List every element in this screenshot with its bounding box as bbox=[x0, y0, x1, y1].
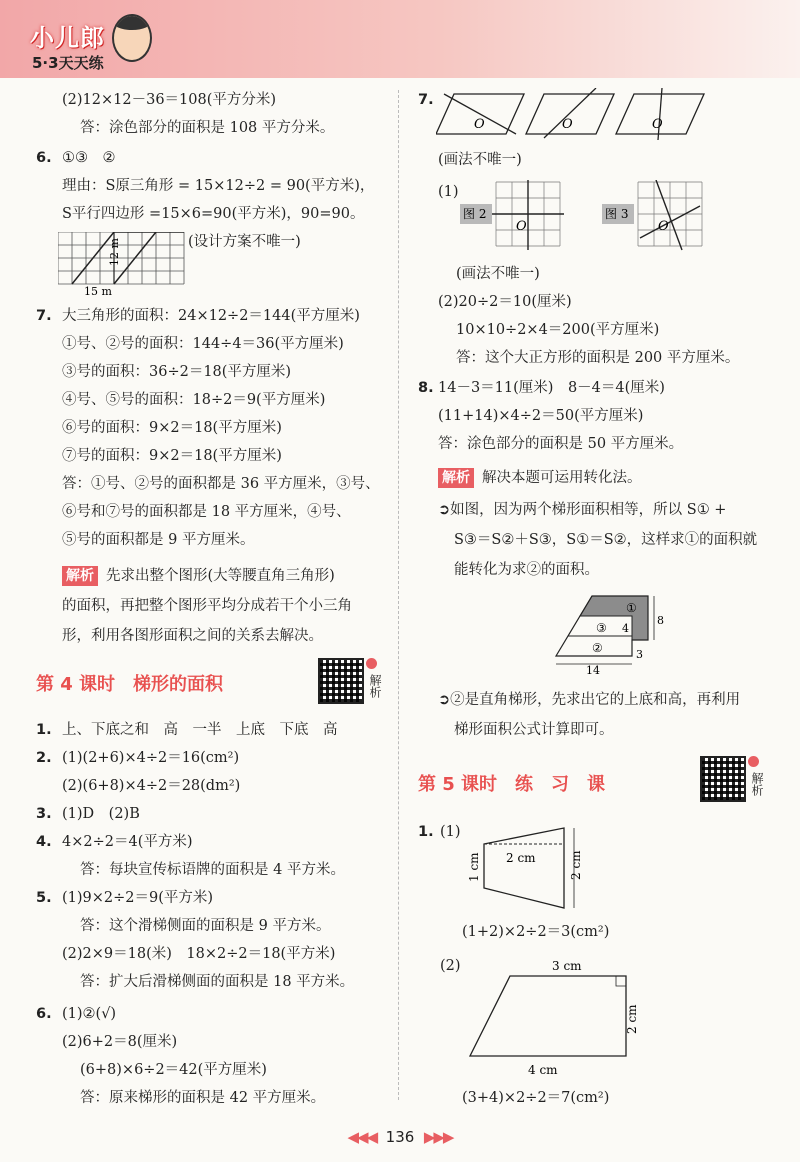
left-analysis-3: 形，利用各图形面积之间的关系去解决。 bbox=[62, 628, 323, 644]
q7-line-6: ⑦号的面积：9×2＝18(平方厘米) bbox=[62, 448, 282, 464]
r-trapezoid-figure bbox=[552, 592, 672, 676]
r-line-2: 10×10÷2×4＝200(平方厘米) bbox=[456, 322, 660, 338]
play-icon-2 bbox=[748, 756, 759, 767]
s4-q2b: (2)(6+8)×4÷2＝28(dm²) bbox=[62, 778, 241, 794]
s4-q4b: 答：每块宣传标语牌的面积是 4 平方米。 bbox=[80, 862, 345, 878]
qr-code-icon-2[interactable] bbox=[700, 756, 746, 802]
s4-q6b: (2)6+2＝8(厘米) bbox=[62, 1034, 178, 1050]
q6-grid-figure bbox=[58, 232, 188, 296]
q7-line-5: ⑥号的面积：9×2＝18(平方厘米) bbox=[62, 420, 282, 436]
p1-trapezoid-1 bbox=[460, 824, 590, 916]
s4-q3-number: 3. bbox=[36, 806, 52, 822]
fig-2-label: 图 2 bbox=[463, 207, 487, 221]
fig-n14: 14 bbox=[586, 664, 600, 676]
q6-reason-2: S平行四边形 =15×6=90(平方米)，90=90。 bbox=[62, 206, 365, 222]
left-l2: 答：涂色部分的面积是 108 平方分米。 bbox=[80, 120, 335, 136]
s4-q4: 4×2÷2＝4(平方米) bbox=[62, 834, 193, 850]
fig-n8: 8 bbox=[657, 614, 664, 627]
mascot-icon bbox=[112, 14, 152, 62]
t2-top: 3 cm bbox=[552, 959, 582, 973]
t2-side: 2 cm bbox=[625, 1004, 639, 1034]
s4-q1: 上、下底之和 高 一半 上底 下底 高 bbox=[62, 722, 338, 738]
p1-part-a: (1) bbox=[440, 824, 461, 840]
r-q8-number: 8. bbox=[418, 380, 434, 396]
s4-q5b: 答：这个滑梯侧面的面积是 9 平方米。 bbox=[80, 918, 331, 934]
s4-q5-number: 5. bbox=[36, 890, 52, 906]
play-icon bbox=[366, 658, 377, 669]
qr-label-2: 解析 bbox=[750, 772, 764, 796]
s4-q5d: 答：扩大后滑梯侧面的面积是 18 平方米。 bbox=[80, 974, 355, 990]
section-4-title: 第 4 课时 梯形的面积 bbox=[36, 674, 224, 695]
fig-c2: ② bbox=[592, 641, 603, 655]
r-note-2: (画法不唯一) bbox=[456, 266, 540, 282]
o-label-1: O bbox=[474, 117, 485, 132]
s4-q3: (1)D (2)B bbox=[62, 806, 140, 822]
q7-line-8: ⑥号和⑦号的面积都是 18 平方厘米，④号、 bbox=[62, 504, 351, 520]
t1-w: 2 cm bbox=[506, 851, 536, 865]
t2-bottom: 4 cm bbox=[528, 1063, 558, 1077]
q7-number: 7. bbox=[36, 308, 52, 324]
p1-calc: (1+2)×2÷2＝3(cm²) bbox=[462, 924, 610, 940]
r-line-5: (11+14)×4÷2＝50(平方厘米) bbox=[438, 408, 644, 424]
q7-line-1: 大三角形的面积：24×12÷2＝144(平方厘米) bbox=[62, 308, 360, 324]
page-header bbox=[0, 0, 800, 78]
left-l1: (2)12×12－36＝108(平方分米) bbox=[62, 92, 277, 108]
q6-fig-width: 15 m bbox=[84, 285, 112, 296]
section-5-title: 第 5 课时 练 习 课 bbox=[418, 774, 606, 795]
logo-name: 小儿郎 bbox=[30, 24, 105, 52]
r-analysis-tag: 解析 bbox=[438, 468, 474, 488]
fig-3-label: 图 3 bbox=[605, 207, 629, 221]
fig-c3: ③ bbox=[596, 621, 607, 635]
qr-label: 解析 bbox=[368, 674, 382, 698]
page-footer bbox=[0, 1128, 800, 1146]
q6-fig-height: 12 m bbox=[108, 238, 121, 266]
t1-h1: 1 cm bbox=[467, 852, 481, 882]
analysis-tag: 解析 bbox=[62, 566, 98, 586]
q7-line-9: ⑤号的面积都是 9 平方厘米。 bbox=[62, 532, 255, 548]
r-analysis-5: 梯形面积公式计算即可。 bbox=[454, 722, 614, 738]
p2-calc: (3+4)×2÷2＝7(cm²) bbox=[462, 1090, 610, 1106]
s4-q6a: (1)②(√) bbox=[62, 1006, 117, 1022]
fig-n3: 3 bbox=[636, 648, 643, 661]
r-q7-number: 7. bbox=[418, 92, 434, 108]
fig-c1: ① bbox=[626, 601, 637, 615]
left-analysis-1: 解析 先求出整个图形(大等腰直角三角形) bbox=[62, 566, 335, 586]
fig-n4: 4 bbox=[622, 622, 629, 635]
r-analysis-1: ➲如图，因为两个梯形面积相等，所以 S① + bbox=[438, 502, 727, 518]
s4-q6-number: 6. bbox=[36, 1006, 52, 1022]
r-analysis-0: 解析 解决本题可运用转化法。 bbox=[438, 468, 642, 488]
qr-code-icon[interactable] bbox=[318, 658, 364, 704]
r-line-6: 答：涂色部分的面积是 50 平方厘米。 bbox=[438, 436, 684, 452]
s4-q4-number: 4. bbox=[36, 834, 52, 850]
p1-number: 1. bbox=[418, 824, 434, 840]
logo-series: 5·3天天练 bbox=[32, 54, 104, 72]
q7-line-7: 答：①号、②号的面积都是 36 平方厘米，③号、 bbox=[62, 476, 380, 492]
s4-q5a: (1)9×2÷2＝9(平方米) bbox=[62, 890, 214, 906]
q6-number: 6. bbox=[36, 150, 52, 166]
r-line-4: 14－3＝11(厘米) 8－4＝4(厘米) bbox=[438, 380, 665, 396]
r-analysis-3: 能转化为求②的面积。 bbox=[454, 562, 599, 578]
s4-q5c: (2)2×9＝18(米) 18×2÷2＝18(平方米) bbox=[62, 946, 336, 962]
r-part-1: (1) bbox=[438, 184, 459, 200]
q6-reason-1: 理由：S原三角形 = 15×12÷2 = 90(平方米)， bbox=[62, 178, 375, 194]
o-label-2: O bbox=[562, 117, 573, 132]
t1-h2: 2 cm bbox=[569, 850, 583, 880]
s4-q6c: (6+8)×6÷2＝42(平方厘米) bbox=[80, 1062, 267, 1078]
q7-line-4: ④号、⑤号的面积：18÷2＝9(平方厘米) bbox=[62, 392, 326, 408]
page-number: 136 bbox=[385, 1128, 415, 1146]
s4-q6d: 答：原来梯形的面积是 42 平方厘米。 bbox=[80, 1090, 326, 1106]
r-analysis-2: S③＝S②＋S③，S①＝S②，这样求①的面积就 bbox=[454, 532, 758, 548]
o-label-4: O bbox=[516, 219, 527, 234]
o-label-5: O bbox=[658, 219, 669, 234]
r-analysis-4: ➲②是直角梯形，先求出它的上底和高，再利用 bbox=[438, 692, 741, 708]
r-line-3: 答：这个大正方形的面积是 200 平方厘米。 bbox=[456, 350, 740, 366]
r-grid-figures bbox=[460, 180, 710, 254]
r-note-1: (画法不唯一) bbox=[438, 152, 522, 168]
s4-q2a: (1)(2+6)×4÷2＝16(cm²) bbox=[62, 750, 240, 766]
q6-note: (设计方案不唯一) bbox=[188, 234, 301, 250]
r-line-1: (2)20÷2＝10(厘米) bbox=[438, 294, 572, 310]
s4-q1-number: 1. bbox=[36, 722, 52, 738]
s4-q2-number: 2. bbox=[36, 750, 52, 766]
p2-trapezoid-2 bbox=[466, 956, 656, 1080]
r-q7-parallelograms bbox=[436, 88, 706, 140]
q7-line-3: ③号的面积：36÷2＝18(平方厘米) bbox=[62, 364, 292, 380]
left-analysis-2: 的面积，再把整个图形平均分成若干个小三角 bbox=[62, 598, 352, 614]
o-label-3: O bbox=[652, 117, 663, 132]
prev-arrows-icon: ◀◀◀ bbox=[347, 1128, 377, 1146]
column-divider bbox=[398, 90, 399, 1100]
next-arrows-icon: ▶▶▶ bbox=[423, 1128, 453, 1146]
q6-answer: ①③ ② bbox=[62, 150, 116, 166]
q7-line-2: ①号、②号的面积：144÷4＝36(平方厘米) bbox=[62, 336, 344, 352]
p2-part-a: (2) bbox=[440, 958, 461, 974]
